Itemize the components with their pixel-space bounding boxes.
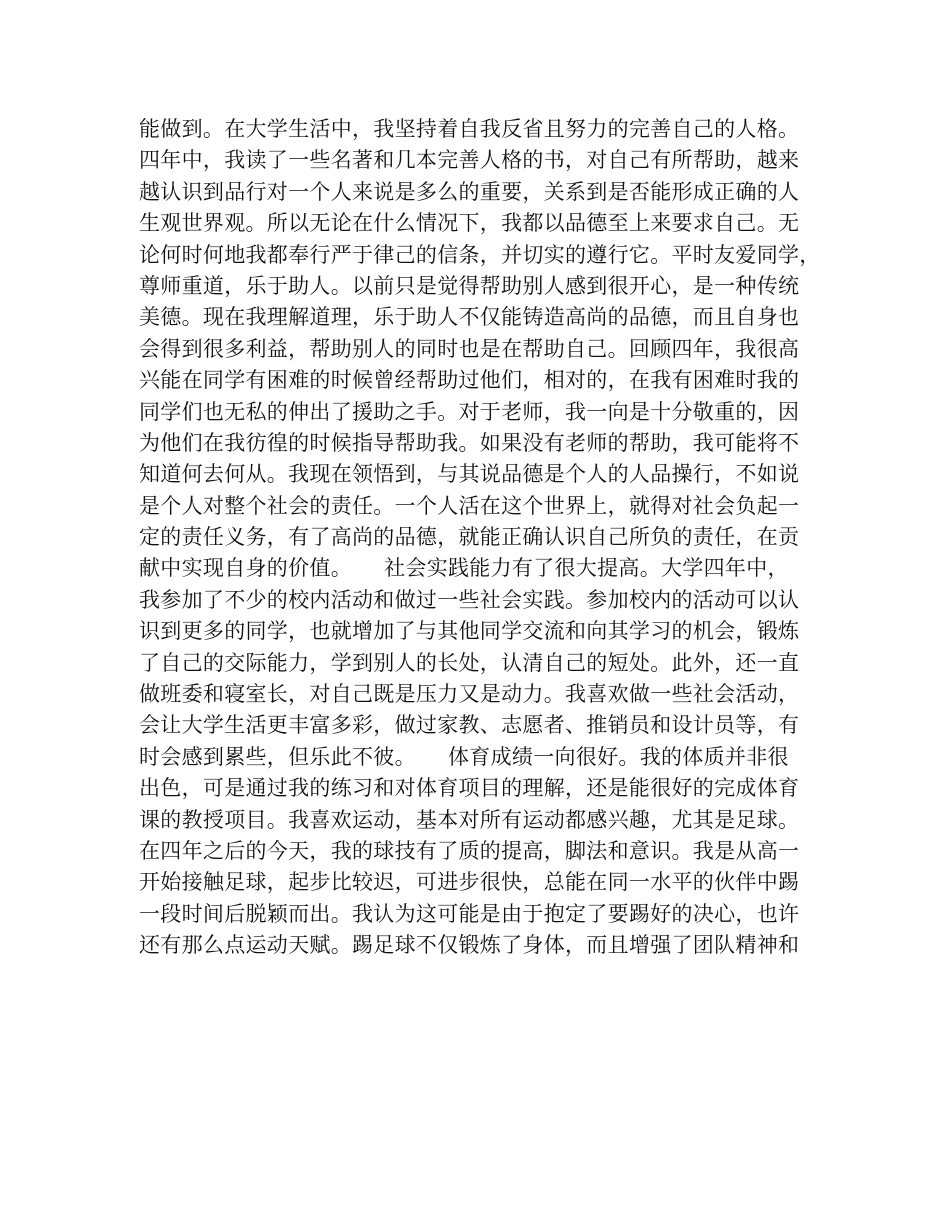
text-line: 美德。现在我理解道理，乐于助人不仅能铸造高尚的品德，而且自身也 xyxy=(139,305,800,330)
text-line: 知道何去何从。我现在领悟到，与其说品德是个人的人品操行，不如说 xyxy=(139,462,800,487)
text-line: 了自己的交际能力，学到别人的长处，认清自己的短处。此外，还一直 xyxy=(139,650,800,675)
text-line: 做班委和寝室长，对自己既是压力又是动力。我喜欢做一些社会活动， xyxy=(139,682,800,707)
text-line: 开始接触足球，起步比较迟，可进步很快，总能在同一水平的伙伴中踢 xyxy=(139,870,800,895)
text-line: 一段时间后脱颖而出。我认为这可能是由于抱定了要踢好的决心，也许 xyxy=(139,901,800,926)
text-line: 是个人对整个社会的责任。一个人活在这个世界上，就得对社会负起一 xyxy=(139,493,800,518)
body-text xyxy=(139,114,829,962)
text-line: 会得到很多利益，帮助别人的同时也是在帮助自己。回顾四年，我很高 xyxy=(139,336,800,361)
text-line: 课的教授项目。我喜欢运动，基本对所有运动都感兴趣，尤其是足球。 xyxy=(139,807,800,832)
text-line: 在四年之后的今天，我的球技有了质的提高，脚法和意识。我是从高一 xyxy=(139,838,800,863)
text-line: 会让大学生活更丰富多彩，做过家教、志愿者、推销员和设计员等，有 xyxy=(139,713,800,738)
text-line: 同学们也无私的伸出了援助之手。对于老师，我一向是十分敬重的，因 xyxy=(139,399,800,424)
text-line: 献中实现自身的价值。 社会实践能力有了很大提高。大学四年中， xyxy=(139,556,789,581)
text-line: 为他们在我彷徨的时候指导帮助我。如果没有老师的帮助，我可能将不 xyxy=(139,430,800,455)
text-line: 尊师重道，乐于助人。以前只是觉得帮助别人感到很开心，是一种传统 xyxy=(139,273,800,298)
text-line: 能做到。在大学生活中，我坚持着自我反省且努力的完善自己的人格。 xyxy=(139,117,800,141)
text-line: 定的责任义务，有了高尚的品德，就能正确认识自己所负的责任，在贡 xyxy=(139,525,800,550)
text-line: 兴能在同学有困难的时候曾经帮助过他们，相对的，在我有困难时我的 xyxy=(139,368,800,393)
text-line: 时会感到累些，但乐此不彼。 体育成绩一向很好。我的体质并非很 xyxy=(139,744,789,769)
text-line: 四年中，我读了一些名著和几本完善人格的书，对自己有所帮助，越来 xyxy=(139,148,800,173)
text-line: 出色，可是通过我的练习和对体育项目的理解，还是能很好的完成体育 xyxy=(139,776,800,801)
text-line: 生观世界观。所以无论在什么情况下，我都以品德至上来要求自己。无 xyxy=(139,211,800,236)
text-line: 越认识到品行对一个人来说是多么的重要，关系到是否能形成正确的人 xyxy=(139,179,800,204)
text-line: 我参加了不少的校内活动和做过一些社会实践。参加校内的活动可以认 xyxy=(139,587,800,612)
text-line: 论何时何地我都奉行严于律己的信条，并切实的遵行它。平时友爱同学， xyxy=(139,242,821,267)
text-line: 还有那么点运动天赋。踢足球不仅锻炼了身体，而且增强了团队精神和 xyxy=(139,933,800,958)
text-line: 识到更多的同学，也就增加了与其他同学交流和向其学习的机会，锻炼 xyxy=(139,619,800,644)
